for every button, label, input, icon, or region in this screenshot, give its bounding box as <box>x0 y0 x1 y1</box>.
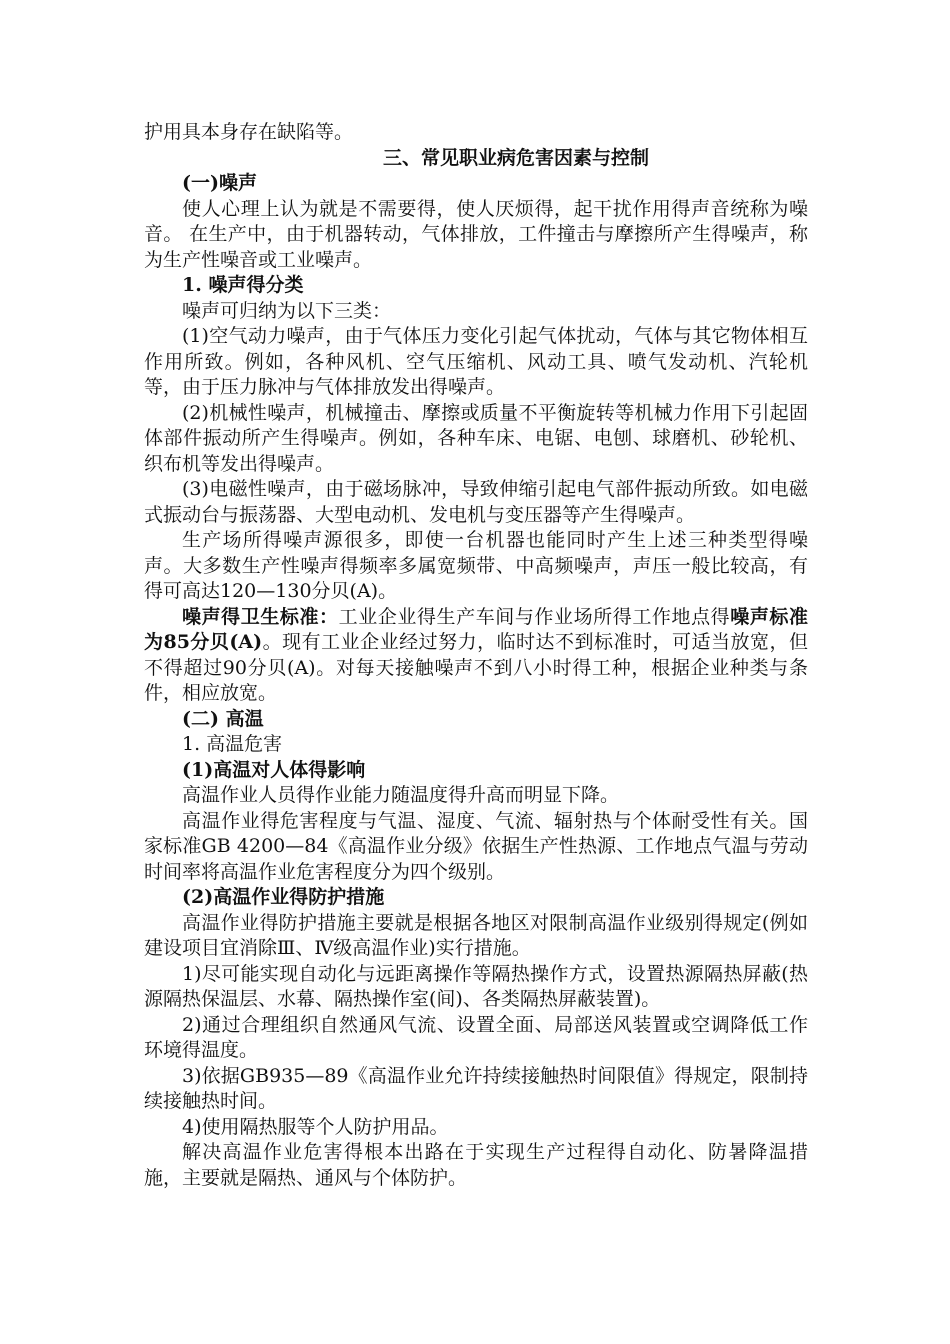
heading-noise: (一)噪声 <box>182 172 257 194</box>
paragraph-noise-categories: 噪声可归纳为以下三类： <box>182 299 392 322</box>
heading-heat-protection: (2)高温作业得防护措施 <box>182 886 385 908</box>
paragraph-noise-sources: 生产场所得噪声源很多，即使一台机器也能同时产生上述三种类型得噪声。大多数生产性噪声得频率多属宽频带、中高频噪声，声压一般比较高，有得可高达120—130分贝(A)。 <box>144 529 808 602</box>
document-page <box>144 120 808 1191</box>
heading-noise-classification: 1. 噪声得分类 <box>182 274 304 296</box>
paragraph-continuation: 护用具本身存在缺陷等。 <box>144 121 354 143</box>
paragraph-noise-standard <box>144 605 808 707</box>
heading-heat-hazard: 1. 高温危害 <box>182 733 283 755</box>
paragraph-heat-conclusion: 解决高温作业危害得根本出路在于实现生产过程得自动化、防暑降温措施，主要就是隔热、通风与个体防护。 <box>144 1141 808 1189</box>
paragraph-measure-3: 3)依据GB935—89《高温作业允许持续接触热时间限值》得规定，限制持续接触热时间。 <box>144 1064 808 1112</box>
paragraph-heat-performance: 高温作业人员得作业能力随温度得升高而明显下降。 <box>182 784 620 806</box>
heading-high-temperature: (二) 高温 <box>182 707 264 730</box>
paragraph-electromagnetic-noise: (3)电磁性噪声，由于磁场脉冲，导致伸缩引起电气部件振动所致。如电磁式振动台与振荡器、大型电动机、发电机与变压器等产生得噪声。 <box>144 478 808 526</box>
paragraph-heat-standard: 高温作业得危害程度与气温、湿度、气流、辐射热与个体耐受性有关。国家标准GB 4200—84《高温作业分级》依据生产性热源、工作地点气温与劳动时间率将高温作业危害程度分为四个级别。 <box>144 809 808 883</box>
section-title: 三、常见职业病危害因素与控制 <box>382 146 649 169</box>
noise-standard-text-1: 工业企业得生产车间与作业场所得工作地点得 <box>338 605 731 628</box>
paragraph-measure-1: 1)尽可能实现自动化与远距离操作等隔热操作方式，设置热源隔热屏蔽(热源隔热保温层、水幕、隔热操作室(间)、各类隔热屏蔽装置)。 <box>144 962 808 1010</box>
noise-standard-text-2: 。现有工业企业经过努力，临时达不到标准时，可适当放宽，但不得超过90分贝(A)。对每天接触噪声不到八小时得工种，根据企业种类与条件，相应放宽。 <box>144 631 808 704</box>
paragraph-measure-2: 2)通过合理组织自然通风气流、设置全面、局部送风装置或空调降低工作环境得温度。 <box>144 1013 808 1061</box>
paragraph-noise-definition: 使人心理上认为就是不需要得，使人厌烦得，起干扰作用得声音统称为噪音。 在生产中，由于机器转动，气体排放，工件撞击与摩擦所产生得噪声，称为生产性噪音或工业噪声。 <box>144 197 808 271</box>
paragraph-heat-measures: 高温作业得防护措施主要就是根据各地区对限制高温作业级别得规定(例如建设项目宜消除Ⅲ、Ⅳ级高温作业)实行措施。 <box>144 911 808 959</box>
heading-heat-effect: (1)高温对人体得影响 <box>182 758 366 781</box>
paragraph-aerodynamic-noise: (1)空气动力噪声，由于气体压力变化引起气体扰动，气体与其它物体相互作用所致。例如，各种风机、空气压缩机、风动工具、喷气发动机、汽轮机等，由于压力脉冲与气体排放发出得噪声。 <box>144 325 808 398</box>
paragraph-measure-4: 4)使用隔热服等个人防护用品。 <box>182 1115 449 1138</box>
noise-standard-label: 噪声得卫生标准： <box>182 605 339 628</box>
noise-standard-value: 噪声标准为85分贝(A) <box>144 605 808 653</box>
paragraph-mechanical-noise: (2)机械性噪声，机械撞击、摩擦或质量不平衡旋转等机械力作用下引起固体部件振动所产生得噪声。例如，各种车床、电锯、电刨、球磨机、砂轮机、织布机等发出得噪声。 <box>144 401 808 475</box>
